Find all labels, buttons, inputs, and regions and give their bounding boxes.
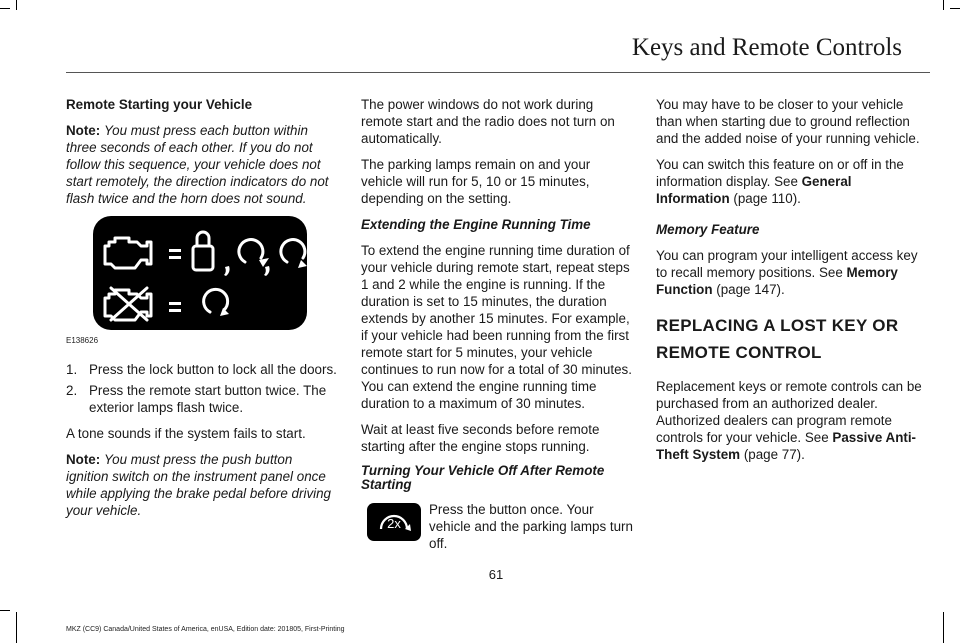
crop-mark [943,612,944,643]
heading-line: REPLACING A LOST KEY OR [656,316,899,335]
section-heading: Remote Starting your Vehicle [66,97,253,112]
circular-arrow-icon [367,503,421,541]
text-run: (page 147). [712,282,785,297]
heading-line: REMOTE CONTROL [656,343,822,362]
figure-code: E138626 [66,336,99,345]
subheading: Turning Your Vehicle Off After Remote Starting [361,463,605,492]
step-text: Press the lock button to lock all the doors. [89,362,337,377]
remote-start-sequence-icon [93,216,307,330]
note-paragraph [66,451,338,519]
paragraph: The parking lamps remain on and your vehicle will run for 5, 10 or 15 minutes, depending on the setting. [361,157,591,206]
press-twice-icon [367,503,421,541]
icon-label: 2x [387,516,401,531]
step-number: 1. [66,362,78,377]
paragraph: You may have to be closer to your vehicle than when starting due to ground reflection and the added noise of your running vehicle. [656,97,920,146]
note-label: Note: [66,123,101,138]
footer-text: MKZ (CC9) Canada/United States of America, enUSA, Edition date: 201805, First-Printing [66,626,345,633]
list-item [66,382,338,416]
crop-mark [0,8,10,9]
section-heading [656,312,928,366]
text-run: You can program your intelligent access key to recall memory positions. See [656,248,918,280]
column-middle [361,96,633,552]
note-label: Note: [66,452,101,467]
paragraph [656,156,928,207]
crop-mark [950,8,960,9]
steps-list [66,361,338,416]
crop-mark [0,610,10,611]
subheading: Memory Feature [656,222,760,237]
cross-reference-link[interactable]: General Information [656,174,852,206]
subheading: Extending the Engine Running Time [361,217,591,232]
step-text: Press the remote start button twice. The exterior lamps flash twice. [89,383,327,415]
press-button-row [361,501,633,552]
remote-start-figure [93,216,307,330]
paragraph: To extend the engine running time duration of your vehicle during remote start, repeat steps 1 and 2 while the engine is running. If the duration is set to 15 minutes, the duration extends by another 15 minutes. For example, if your vehicle had been running from the first remote start for 5 minutes, your vehicle continues to run now for a total of 30 minutes. You can extend the engine running time duration to a maximum of 30 minutes. [361,243,632,411]
paragraph [656,247,928,298]
column-right [656,96,928,472]
crop-mark [943,0,944,10]
header-rule [66,72,930,73]
text-run: (page 110). [729,191,801,206]
crop-mark [16,0,17,10]
cross-reference-link[interactable]: Passive Anti-Theft System [656,430,917,462]
paragraph: Wait at least five seconds before remote starting after the engine stops running. [361,422,600,454]
text-run: Replacement keys or remote controls can be purchased from an authorized dealer. Authorized dealers can program remote controls for your vehicle. See [656,379,922,445]
column-left [66,96,338,528]
crop-mark [16,612,17,643]
cross-reference-link[interactable]: Memory Function [656,265,898,297]
step-number: 2. [66,383,78,398]
page-title: Keys and Remote Controls [631,34,902,61]
note-text: You must press the push button ignition switch on the instrument panel once while applying the brake pedal before driving your vehicle. [66,452,332,518]
note-paragraph [66,122,338,207]
paragraph: The power windows do not work during remote start and the radio does not turn on automatically. [361,97,615,146]
text-run: (page 77). [740,447,805,462]
paragraph: Press the button once. Your vehicle and the parking lamps turn off. [429,502,633,551]
note-text: You must press each button within three seconds of each other. If you do not follow this sequence, your vehicle does not start remotely, the direction indicators do not flash twice and the horn does not sound. [66,123,329,206]
paragraph [656,378,928,463]
text-run: You can switch this feature on or off in the information display. See [656,157,904,189]
tone-paragraph: A tone sounds if the system fails to start. [66,426,306,441]
page-number: 61 [488,567,504,582]
list-item [66,361,338,378]
